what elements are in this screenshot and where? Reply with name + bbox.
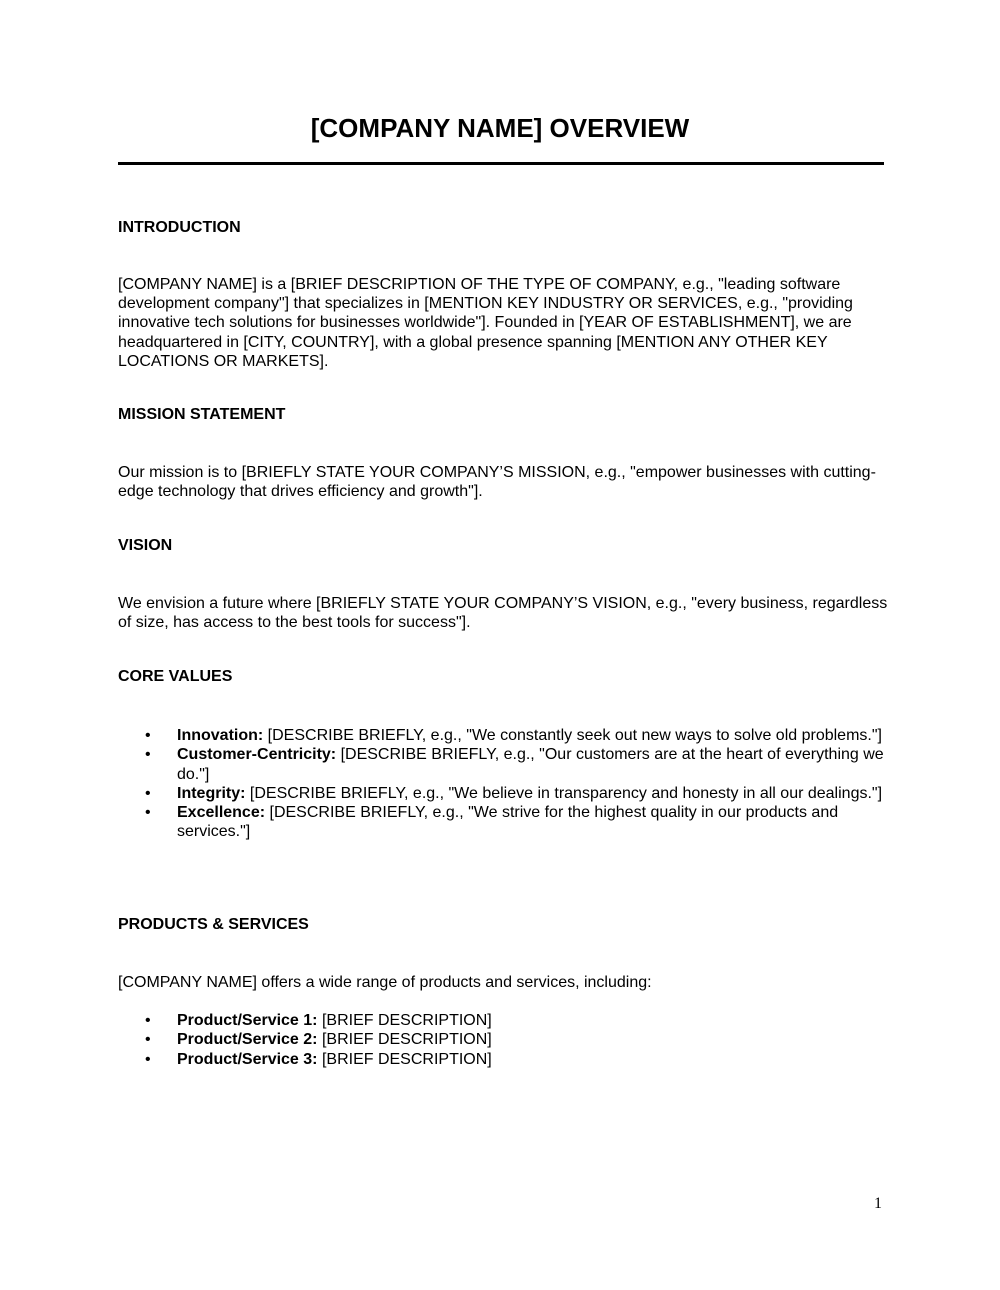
value-label: Customer-Centricity: [177,746,337,764]
product-text: [BRIEF DESCRIPTION] [317,1012,492,1029]
core-values-list [118,726,888,842]
bullet-icon: • [145,1050,151,1068]
introduction-paragraph: [COMPANY NAME] is a [BRIEF DESCRIPTION OF THE TYPE OF COMPANY, e.g., "leading software development company"] that specializes in [MENTION KEY INDUSTRY OR SERVICES, e.g., "providing innovative tech solutions for businesses worldwide"]. Founded in [YEAR OF ESTABLISHMENT], we are headquartered in [CITY, COUNTRY], with a global presence spanning [MENTION ANY OTHER KEY LOCATIONS OR MARKETS]. [118,276,853,370]
mission-paragraph: Our mission is to [BRIEFLY STATE YOUR COMPANY’S MISSION, e.g., "empower businesses with cutting-edge technology that drives efficiency and growth"]. [118,464,876,501]
value-text: [DESCRIBE BRIEFLY, e.g., "Our customers are at the heart of everything we do."] [177,746,884,783]
product-text: [BRIEF DESCRIPTION] [317,1031,492,1049]
vision-paragraph: We envision a future where [BRIEFLY STATE YOUR COMPANY’S VISION, e.g., "every business, regardless of size, has access to the best tools for success"]. [118,595,888,632]
product-label: Product/Service 1: [177,1012,318,1029]
value-label: Innovation: [177,727,264,744]
list-item [118,726,888,745]
bullet-icon: • [145,804,151,822]
products-intro: [COMPANY NAME] offers a wide range of products and services, including: [118,974,652,991]
list-item [118,1050,888,1069]
value-text: [DESCRIBE BRIEFLY, e.g., "We strive for the highest quality in our products and services."] [177,804,839,841]
value-label: Integrity: [177,784,246,802]
products-list [118,1011,888,1069]
bullet-icon: • [145,1012,151,1029]
page-number: 1 [874,1195,882,1212]
list-item [118,745,888,784]
page-title: [COMPANY NAME] OVERVIEW [310,113,690,143]
bullet-icon: • [145,727,151,744]
bullet-icon: • [145,784,151,802]
product-label: Product/Service 3: [177,1050,318,1068]
value-label: Excellence: [177,804,266,822]
heading-vision: VISION [118,537,173,554]
product-label: Product/Service 2: [177,1031,318,1049]
bullet-icon: • [145,1031,151,1049]
list-item [118,1011,888,1030]
heading-introduction: INTRODUCTION [118,219,241,236]
heading-products: PRODUCTS & SERVICES [118,916,309,933]
title-divider [118,162,884,165]
list-item [118,784,888,803]
value-text: [DESCRIBE BRIEFLY, e.g., "We constantly seek out new ways to solve old problems."] [263,727,882,744]
heading-mission: MISSION STATEMENT [118,406,286,423]
value-text: [DESCRIBE BRIEFLY, e.g., "We believe in transparency and honesty in all our dealings."] [245,784,883,802]
product-text: [BRIEF DESCRIPTION] [317,1050,492,1068]
heading-core-values: CORE VALUES [118,668,233,685]
bullet-icon: • [145,746,151,764]
list-item [118,1030,888,1049]
list-item [118,803,888,842]
